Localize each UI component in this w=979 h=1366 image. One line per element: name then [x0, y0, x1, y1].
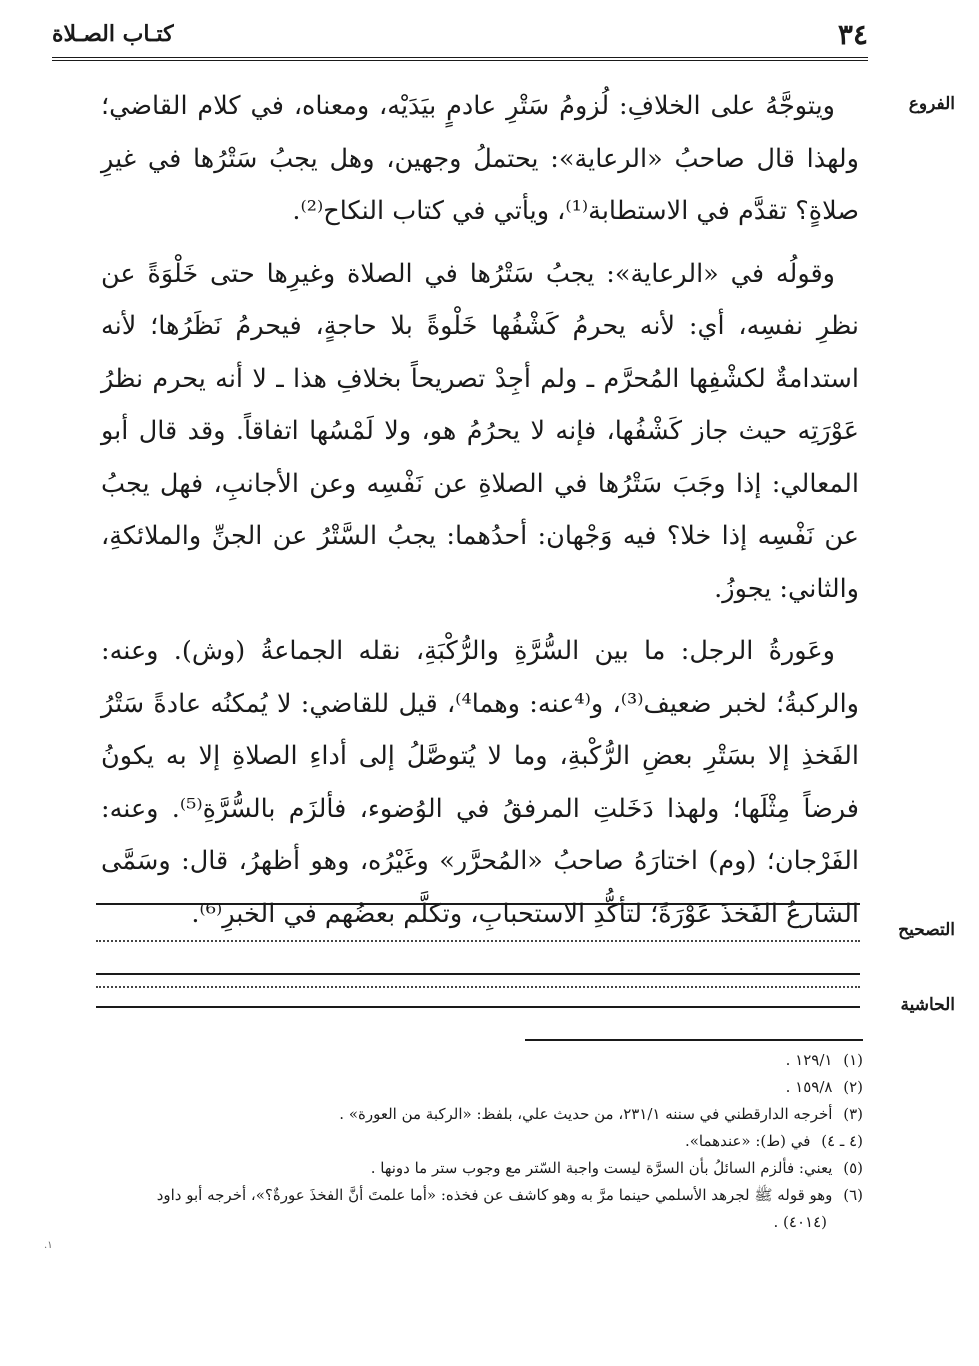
main-paragraph: وعَورةُ الرجل: ما بين السُّرَّةِ والرُّكْبَةِ، نقله الجماعةُ (وش). وعنه: والركبةُ؛ لخبر ضعيف⁽³⁾، و⁽⁴عنه: وهما⁴⁾، قيل للقاضي: لا يُمكنُه عادةً سَتْرُ الفَخذِ إلا بسَتْرِ بعضِ الرُّكْبةِ، وما لا يُتوصَّلُ إلى أداءِ الصلاةِ إلا به يكونُ فرضاً مِثْلَها؛ ولهذا دَخَلتِ المرفقُ في الوُضوء، فألزَم بالسُّرَّةِ⁽⁵⁾. وعنه: الفَرْجان؛ (وم) اختارَهُ صاحبُ «المُحرَّر» وغَيْرُه، وهو أظهرُ، قال: وسَمَّى الشارعُ الفَخذَ عَوْرَةً؛ لتأكُّدِ الاستحبابِ، وتكلَّم بعضُهم في الخبرِ⁽⁶⁾. [101, 636, 859, 929]
footnote-text: في (ط): «عندهما». [684, 1132, 811, 1150]
hashiya-dotted-line [96, 986, 860, 988]
section-rule [96, 903, 860, 905]
section-rule [96, 1006, 860, 1008]
footnote-text: وهو قوله ﷺ لجرهد الأسلمي حينما مرَّ به وهو كاشف عن فخذه: «أما علمتَ أنَّ الفخذَ عورةٌ؟»، أخرجه أبو داود [156, 1186, 833, 1204]
footnote [93, 1101, 863, 1128]
side-label-tashih: التصحيح [898, 920, 955, 940]
margin-mark: ١. [44, 1240, 53, 1251]
footnote-number: (٣) [843, 1105, 863, 1123]
footnote [93, 1074, 863, 1101]
main-paragraph: وقولُه في «الرعاية»: يجبُ سَتْرُها في الصلاة وغيرِها حتى خَلْوَةً عن نظرِ نفسِه، أي: لأنه يحرمُ كَشْفُها خَلْوةً بلا حاجةٍ، فيحرمُ نَظَرُها؛ لأنه استدامةٌ لكشْفِها المُحرَّم ـ ولم أجِدْ تصريحاً بخلافِ هذا ـ لا أنه يحرم نظرُ عَوْرَتِه حيث جاز كَشْفُها، فإنه لا يحرُمُ هو، ولا لَمْسُها اتفاقاً. وقد قال أبو المعالي: إذا وجَبَ سَتْرُها في الصلاةِ عن نَفْسِه وعن الأجانبِ، فهل يجبُ عن نَفْسِه إذا خلا؟ فيه وَجْهان: أحدُهما: يجبُ السَّتْرُ عن الجنِّ والملائكةِ، والثاني: يجوزُ. [101, 258, 859, 604]
footnote [93, 1047, 863, 1074]
footnote-number: (١) [843, 1051, 863, 1069]
footnote-text: أخرجه الدارقطني في سننه ٢٣١/١، من حديث علي، بلفظ: «الركبة من العورة» . [339, 1105, 833, 1123]
header-rule [52, 57, 868, 61]
running-title: كتـاب الصـلاة [52, 21, 174, 47]
footnotes [93, 1047, 863, 1236]
footnote-text: ١٢٩/١ . [785, 1051, 833, 1069]
footnote-text: ١٥٩/٨ . [785, 1078, 833, 1096]
page-header [52, 14, 868, 54]
footnote-number: (٦) [843, 1186, 863, 1204]
side-label-hashiya: الحاشية [900, 995, 955, 1015]
footnote-number: (٤ ـ ٤) [821, 1132, 863, 1150]
tashih-dotted-line [96, 940, 860, 942]
footnote-number: (٢) [843, 1078, 863, 1096]
footnote-number: (٥) [843, 1159, 863, 1177]
footnote [93, 1128, 863, 1155]
main-paragraph: ويتوجَّهُ على الخلافِ: لُزومُ سَتْرِ عادمٍ بيَدَيْه، ومعناه، في كلام القاضي؛ ولهذا قال صاحبُ «الرعاية»: يحتملُ وجهين، وهل يجبُ سَتْرُها في غيرِ صلاةٍ؟ تقدَّم في الاستطابة⁽¹⁾، ويأتي في كتاب النكاح⁽²⁾. [101, 91, 859, 226]
footnote [93, 1182, 863, 1236]
main-text [101, 80, 859, 950]
section-rule [96, 973, 860, 975]
side-label-furu: الفروع [908, 94, 955, 114]
footnote-text: يعني: فألزم السائلُ بأن السرَّة ليست واجبة السّتر مع وجوب ستر ما دونها . [370, 1159, 833, 1177]
footnote [93, 1155, 863, 1182]
footnote-continuation: (٤٠١٤) . [773, 1213, 827, 1231]
page-number: ٣٤ [837, 17, 868, 51]
footnote-separator [525, 1039, 863, 1041]
